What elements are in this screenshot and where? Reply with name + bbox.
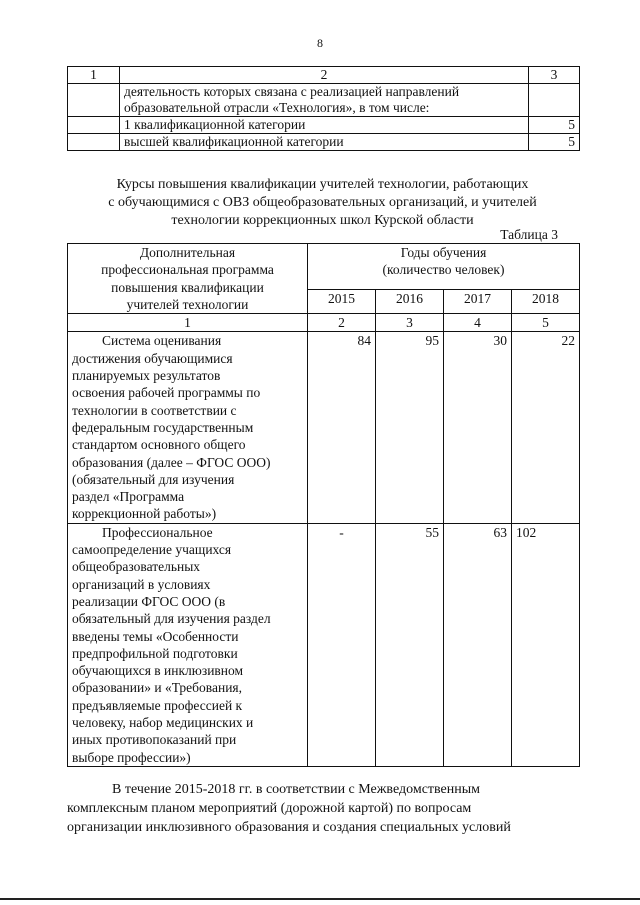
text-line: образовательной отрасли «Технология», в том числе: [124,100,430,115]
empty-cell [68,134,120,151]
header-line: повышения квалификации [111,279,264,295]
program-cell [68,523,308,766]
col-number: 5 [512,314,580,332]
table-row [68,84,580,117]
value-cell: 102 [512,523,580,766]
text-line: освоения рабочей программы по [72,385,261,401]
table-row [68,332,580,523]
header-line: профессиональная программа [101,262,274,278]
year-cell: 2017 [444,290,512,314]
text-line: достижения обучающимися [72,350,233,366]
text-line: обязательный для изучения раздел [72,611,271,627]
text-line: человеку, набор медицинских и [72,715,254,731]
page-number: 8 [317,36,323,50]
empty-cell [68,117,120,134]
row-value: 5 [529,134,580,151]
text-line: иных противопоказаний при [72,732,237,748]
header-line: (количество человек) [382,262,505,278]
title-line: Курсы повышения квалификации учителей технологии, работающих [116,177,529,192]
text-line: общеобразовательных [72,559,201,575]
text-line: образовании» и «Требования, [72,680,243,696]
table-header-row [68,67,580,84]
value-cell: 95 [376,332,444,523]
text-line: предъявляемые профессией к [72,697,243,713]
text-line: деятельность которых связана с реализацией направлений [124,84,460,99]
text-line: Профессиональное [102,524,213,540]
program-cell [68,332,308,523]
program-header [68,244,308,314]
text-line: планируемых результатов [72,368,221,384]
value-cell: - [308,523,376,766]
header-line: Годы обучения [400,245,487,260]
row-value [529,84,580,117]
table-row [68,134,580,151]
text-line: выборе профессии») [72,749,191,765]
value-cell: 63 [444,523,512,766]
text-line: коррекционной работы») [72,506,217,522]
value-cell: 55 [376,523,444,766]
title-line: с обучающимися с ОВЗ общеобразовательных организаций, и учителей [108,195,537,210]
text-line: обучающихся в инклюзивном [72,663,244,679]
row-text: высшей квалификационной категории [120,134,529,151]
col-number: 1 [68,67,120,84]
table-row [68,523,580,766]
col-number: 1 [68,314,308,332]
text-line: образования (далее – ФГОС ООО) [72,454,271,470]
empty-cell [68,84,120,117]
value-cell: 84 [308,332,376,523]
text-line: предпрофильной подготовки [72,645,238,661]
value-cell: 30 [444,332,512,523]
header-line: учителей технологии [126,296,249,312]
text-line: раздел «Программа [72,489,185,505]
text-line: В течение 2015-2018 гг. в соответствии с Межведомственным [112,782,481,797]
row-text: 1 квалификационной категории [120,117,529,134]
table-row [68,117,580,134]
text-line: стандартом основного общего [72,437,246,453]
row-value: 5 [529,117,580,134]
value-cell: 22 [512,332,580,523]
text-line: введены темы «Особенности [72,628,239,644]
text-line: реализации ФГОС ООО (в [72,593,226,609]
col-number: 2 [308,314,376,332]
text-line: технологии в соответствии с [72,402,237,418]
table-label: Таблица 3 [500,227,558,242]
text-line: организации инклюзивного образования и создания специальных условий [67,820,511,835]
col-number: 2 [120,67,529,84]
table-header-row [68,244,580,290]
year-cell: 2016 [376,290,444,314]
text-line: (обязательный для изучения [72,471,235,487]
text-line: комплексным планом мероприятий (дорожной картой) по вопросам [67,801,472,816]
year-cell: 2018 [512,290,580,314]
years-header [308,244,580,290]
courses-table [67,243,580,767]
scan-bottom-edge [0,898,640,900]
body-paragraph [67,780,578,837]
section-title [60,176,585,230]
text-line: самоопределение учащихся [72,542,232,558]
year-cell: 2015 [308,290,376,314]
text-line: Система оценивания [102,333,222,349]
row-text [120,84,529,117]
title-line: технологии коррекционных школ Курской области [171,213,474,228]
text-line: организаций в условиях [72,576,211,592]
header-line: Дополнительная [139,245,236,260]
text-line: федеральным государственным [72,419,254,435]
qualification-table [67,66,580,151]
column-number-row [68,314,580,332]
col-number: 3 [529,67,580,84]
col-number: 3 [376,314,444,332]
col-number: 4 [444,314,512,332]
